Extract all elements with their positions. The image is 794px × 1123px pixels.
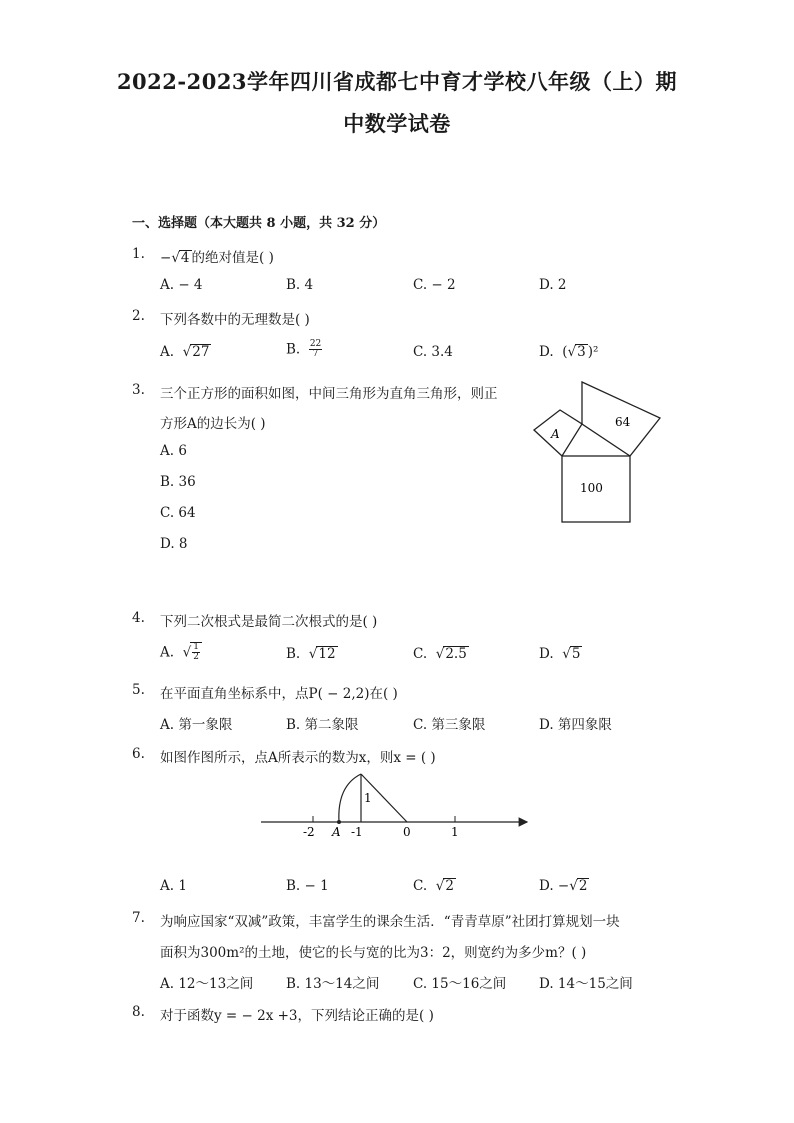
question-stem: −√4 的绝对值是( ) [160, 250, 274, 266]
option-label: C. [413, 646, 428, 662]
tick-label-0: 0 [403, 825, 411, 839]
question-number: 4. [132, 610, 145, 626]
question-stem: 如图作图所示，点A所表示的数为x，则x = ( ) [160, 750, 436, 766]
option-label: B. [286, 341, 301, 358]
radicand: 2 [578, 878, 588, 894]
section-heading: 一、选择题（本大题共 8 小题，共 32 分） [132, 216, 386, 231]
option-b[interactable]: B. 第二象限 [286, 717, 359, 733]
question-number: 2. [132, 308, 145, 324]
question-number: 6. [132, 746, 145, 762]
radicand: 4 [180, 250, 190, 266]
radicand: 27 [192, 344, 210, 360]
option-a[interactable]: A. √ $\frac{1}{2}$ [160, 642, 202, 663]
label-100: 100 [580, 481, 603, 495]
option-label: C. [413, 878, 428, 894]
tick-label-minus-1: -1 [351, 825, 363, 839]
question-stem: 对于函数y = − 2x +3，下列结论正确的是( ) [160, 1008, 434, 1024]
segment-label: 1 [364, 791, 372, 805]
option-b[interactable]: B. 13～14之间 [286, 976, 380, 992]
option-c[interactable]: C. √2.5 [413, 646, 467, 662]
question-number: 7. [132, 910, 145, 926]
question-stem-line-2: 面积为300m²的土地，使它的长与宽的比为3：2，则宽约为多少m？( ) [160, 945, 587, 961]
option-c[interactable]: C. 第三象限 [413, 717, 486, 733]
question-number: 1. [132, 246, 145, 262]
option-b[interactable]: B. √12 [286, 646, 336, 662]
option-label: A. [160, 644, 175, 661]
radicand: 5 [571, 646, 581, 662]
option-c[interactable]: C. 15～16之间 [413, 976, 507, 992]
option-a[interactable]: A. 6 [160, 443, 187, 459]
question-number: 8. [132, 1004, 145, 1020]
option-d[interactable]: D. 8 [160, 536, 188, 552]
option-a[interactable]: A. √27 [160, 344, 210, 360]
tick-label-1: 1 [451, 825, 459, 839]
title-line-2: 中数学试卷 [343, 111, 451, 136]
question-stem-line-1: 为响应国家“双减”政策，丰富学生的课余生活．“青青草原”社团打算规划一块 [160, 914, 620, 930]
question-number: 5. [132, 682, 145, 698]
option-d[interactable]: D. (√3 )² [539, 344, 599, 360]
option-label: D. − [539, 878, 570, 894]
point-a [337, 820, 341, 824]
tick-label-minus-2: -2 [303, 825, 315, 839]
stem-text: 的绝对值是( ) [191, 250, 274, 266]
fraction: $\frac{22}{7}$ [309, 339, 322, 360]
label-a: A [551, 427, 560, 441]
option-a[interactable]: A. 12～13之间 [160, 976, 254, 992]
option-d[interactable]: D. √5 [539, 646, 581, 662]
question-stem: 下列各数中的无理数是( ) [160, 312, 310, 328]
number-line-figure [255, 764, 535, 844]
option-a[interactable]: A. 1 [160, 878, 187, 894]
option-b[interactable]: B. 36 [160, 474, 196, 490]
option-b[interactable]: B. 4 [286, 277, 314, 293]
option-c[interactable]: C. √2 [413, 878, 454, 894]
question-stem: 下列二次根式是最简二次根式的是( ) [160, 614, 378, 630]
option-label: D. [539, 646, 554, 662]
radicand: 12 [318, 646, 336, 662]
radicand: 2 [445, 878, 454, 894]
option-d[interactable]: D. 第四象限 [539, 717, 612, 733]
compass-arc [339, 774, 361, 822]
question-stem-line-2: 方形A的边长为( ) [160, 416, 266, 432]
tick-label-a: A [332, 825, 341, 839]
minus-sign: − [160, 250, 172, 266]
option-label: B. [286, 646, 301, 662]
label-64: 64 [615, 415, 631, 429]
option-b[interactable]: B. − 1 [286, 878, 329, 894]
option-c[interactable]: C. − 2 [413, 277, 456, 293]
question-stem: 在平面直角坐标系中，点P( − 2,2)在( ) [160, 686, 398, 702]
question-number: 3. [132, 382, 145, 398]
option-c[interactable]: C. 3.4 [413, 344, 453, 360]
question-stem-line-1: 三个正方形的面积如图，中间三角形为直角三角形，则正 [160, 386, 498, 402]
option-label: D. [539, 344, 554, 360]
title-line-1: 2022-2023学年四川省成都七中育才学校八年级（上）期 [116, 69, 678, 94]
option-c[interactable]: C. 64 [160, 505, 196, 521]
option-a[interactable]: A. − 4 [160, 277, 203, 293]
fraction: $\frac{1}{2}$ [193, 642, 199, 663]
option-d[interactable]: D. 2 [539, 277, 567, 293]
option-b[interactable] [286, 340, 322, 360]
radicand: 3 [577, 344, 586, 360]
option-d[interactable]: D. −√2 [539, 878, 588, 894]
squares-figure [520, 370, 670, 530]
option-d[interactable]: D. 14～15之间 [539, 976, 633, 992]
radicand: 2.5 [445, 646, 467, 662]
option-a[interactable]: A. 第一象限 [160, 717, 233, 733]
option-label: A. [160, 344, 175, 360]
